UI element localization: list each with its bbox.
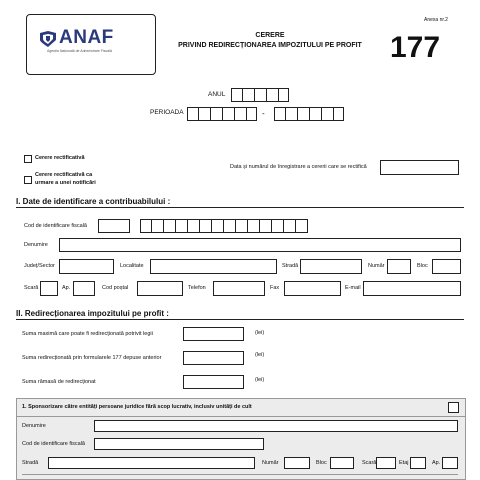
redirected-amount-unit: (lei) [255, 352, 265, 358]
sub-cif-label: Cod de identificare fiscală [22, 441, 85, 447]
county-label: Județ/Sector [24, 263, 55, 269]
phone-input[interactable] [213, 281, 265, 296]
notification-rectification-label-2: urmare a unei notificări [35, 180, 96, 186]
fax-input[interactable] [284, 281, 341, 296]
postal-label: Cod poștal [102, 285, 129, 291]
logo-text: ANAF [59, 27, 114, 48]
sub-street-label: Stradă [22, 460, 39, 466]
name-input[interactable] [59, 238, 461, 252]
max-amount-label: Suma maximă care poate fi redirecționată potrivit legii [22, 331, 153, 337]
sub-cif-input[interactable] [94, 438, 264, 450]
stair-input[interactable] [40, 281, 58, 296]
sub-floor-input[interactable] [410, 457, 426, 469]
street-input[interactable] [300, 259, 362, 274]
cif-prefix-input[interactable] [98, 219, 130, 233]
number-label: Număr [368, 263, 385, 269]
period-label: PERIOADA [150, 109, 184, 116]
locality-label: Localitate [120, 263, 144, 269]
date-number-label: Data și numărul de înregistrare a cererii care se rectifică [230, 164, 367, 170]
section1-title: I. Date de identificare a contribuabilului : [16, 197, 464, 208]
period-separator: - [262, 109, 265, 118]
sub-name-label: Denumire [22, 423, 46, 429]
email-label: E-mail [345, 285, 361, 291]
period-start-input[interactable] [187, 107, 257, 121]
year-label: ANUL [208, 91, 226, 98]
block-label: Bloc [417, 263, 428, 269]
sub-stair-input[interactable] [376, 457, 396, 469]
email-input[interactable] [363, 281, 461, 296]
postal-input[interactable] [137, 281, 183, 296]
sub-number-label: Număr [262, 460, 279, 466]
rectification-checkbox[interactable] [24, 155, 32, 163]
subsection1-title: 1. Sponsorizare către entități persoane juridice fără scop lucrativ, inclusiv unități de cult [22, 404, 252, 410]
remaining-amount-label: Suma rămasă de redirecționat [22, 379, 96, 385]
sub-name-input[interactable] [94, 420, 458, 432]
sub-stair-label: Scară [362, 460, 377, 466]
subsection1-checkbox[interactable] [448, 402, 459, 413]
max-amount-unit: (lei) [255, 330, 265, 336]
form-number: 177 [390, 31, 441, 64]
sub-next-row [22, 474, 458, 480]
stair-label: Scară [24, 285, 39, 291]
number-input[interactable] [387, 259, 411, 274]
fax-label: Fax [270, 285, 280, 291]
logo-frame [26, 14, 156, 75]
logo-subtitle: Agenția Națională de Administrare Fiscală [47, 49, 112, 53]
rectification-label: Cerere rectificativă [35, 155, 85, 161]
sub-block-label: Bloc [316, 460, 327, 466]
period-end-input[interactable] [274, 107, 344, 121]
max-amount-input[interactable] [183, 327, 244, 341]
remaining-amount-input[interactable] [183, 375, 244, 389]
apt-input[interactable] [73, 281, 95, 296]
section2-title: II. Redirecționarea impozitului pe profit : [16, 309, 464, 320]
street-label: Stradă [282, 263, 299, 269]
redirected-amount-input[interactable] [183, 351, 244, 365]
sub-street-input[interactable] [48, 457, 255, 469]
date-number-input[interactable] [380, 160, 459, 175]
year-input[interactable] [231, 88, 289, 102]
locality-input[interactable] [150, 259, 277, 274]
notification-rectification-checkbox[interactable] [24, 176, 32, 184]
notification-rectification-label-1: Cerere rectificativă ca [35, 172, 93, 178]
anaf-logo-icon [39, 31, 57, 47]
form-title-line2: PRIVIND REDIRECȚIONAREA IMPOZITULUI PE PROFIT [178, 42, 362, 49]
sub-floor-label: Etaj [399, 460, 409, 466]
block-input[interactable] [432, 259, 461, 274]
sub-apt-label: Ap. [432, 460, 441, 466]
annex-label: Anexa nr.2 [424, 17, 448, 23]
redirected-amount-label: Suma redirecționată prin formularele 177 depuse anterior [22, 355, 162, 361]
subsection1-divider [16, 416, 466, 417]
form-title-line1: CERERE [255, 32, 285, 39]
name-label: Denumire [24, 242, 48, 248]
sub-apt-input[interactable] [442, 457, 458, 469]
county-input[interactable] [59, 259, 114, 274]
phone-label: Telefon [188, 285, 206, 291]
cif-input[interactable] [140, 219, 308, 233]
apt-label: Ap. [62, 285, 71, 291]
sub-block-input[interactable] [330, 457, 354, 469]
remaining-amount-unit: (lei) [255, 377, 265, 383]
sub-number-input[interactable] [284, 457, 310, 469]
cif-label: Cod de identificare fiscală [24, 223, 87, 229]
